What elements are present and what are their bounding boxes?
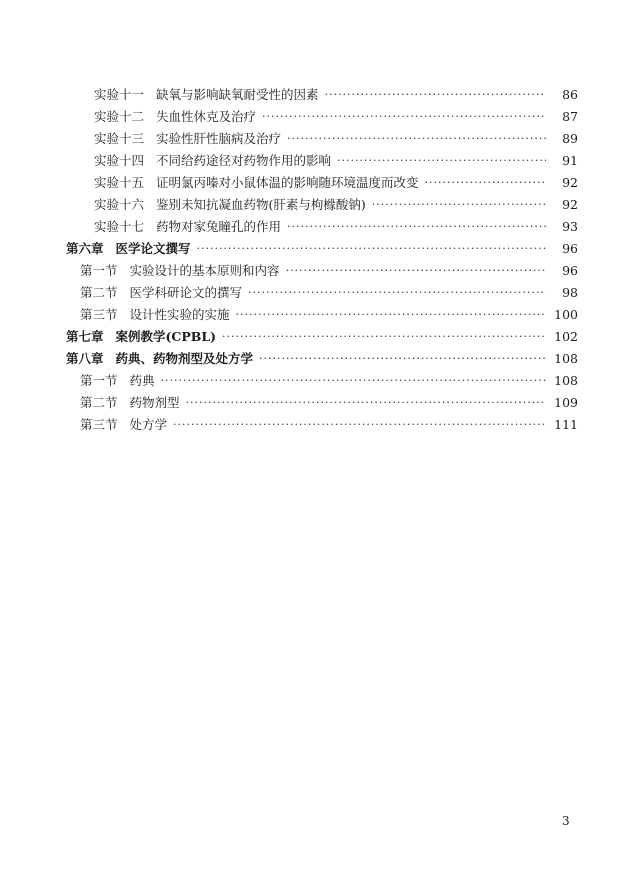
toc-entry[interactable] xyxy=(0,392,578,414)
toc-entry-label: 第一节 xyxy=(80,373,118,388)
toc-leader-dots xyxy=(325,84,546,106)
toc-entry-label: 第七章 xyxy=(66,329,104,344)
toc-entry-page: 96 xyxy=(562,241,578,256)
toc-entry[interactable] xyxy=(0,150,578,172)
toc-entry-label: 第八章 xyxy=(66,351,104,366)
toc-entry-heading xyxy=(94,150,331,172)
toc-entry[interactable] xyxy=(0,282,578,304)
toc-entry-title: 鉴别未知抗凝血药物(肝素与枸橼酸钠) xyxy=(156,197,366,212)
toc-entry[interactable] xyxy=(0,172,578,194)
toc-entry-title: 证明氯丙嗪对小鼠体温的影响随环境温度而改变 xyxy=(156,175,419,190)
toc-entry-page: 96 xyxy=(562,263,578,278)
toc-entry-title: 案例教学(CPBL) xyxy=(115,329,217,344)
toc-entry-label: 第二节 xyxy=(80,395,118,410)
toc-entry-label: 实验十一 xyxy=(94,87,145,102)
toc-leader-dots xyxy=(173,414,546,436)
toc-entry-heading xyxy=(80,392,180,414)
toc-entry-heading xyxy=(80,304,230,326)
toc-entry-label: 实验十六 xyxy=(94,197,145,212)
toc-leader-dots xyxy=(287,216,546,238)
toc-entry-page: 109 xyxy=(554,395,578,410)
toc-entry-page: 87 xyxy=(562,109,578,124)
toc-entry-page: 100 xyxy=(554,307,578,322)
toc-entry-title: 设计性实验的实施 xyxy=(129,307,230,322)
toc-entry-heading xyxy=(94,84,319,106)
toc-leader-dots xyxy=(186,392,546,414)
toc-entry[interactable] xyxy=(0,194,578,216)
toc-entry-label: 第三节 xyxy=(80,417,118,432)
toc-entry-title: 医学科研论文的撰写 xyxy=(129,285,243,300)
toc-entry[interactable] xyxy=(0,216,578,238)
toc-leader-dots xyxy=(262,106,546,128)
toc-entry-label: 第二节 xyxy=(80,285,118,300)
page-number: 3 xyxy=(562,814,570,828)
toc-entry-label: 实验十五 xyxy=(94,175,145,190)
toc-entry-heading xyxy=(94,128,281,150)
toc-leader-dots xyxy=(287,128,546,150)
toc-entry-label: 第六章 xyxy=(66,241,104,256)
toc-entry-title: 失血性休克及治疗 xyxy=(156,109,257,124)
toc-entry-title: 药典、药物剂型及处方学 xyxy=(115,351,254,366)
toc-entry[interactable] xyxy=(0,260,578,282)
toc-entry[interactable] xyxy=(0,326,578,348)
toc-leader-dots xyxy=(197,238,546,260)
toc-entry-heading xyxy=(80,260,280,282)
toc-leader-dots xyxy=(222,326,546,348)
toc-leader-dots xyxy=(248,282,546,304)
toc-leader-dots xyxy=(236,304,546,326)
toc-entry-label: 实验十三 xyxy=(94,131,145,146)
toc-entry-heading xyxy=(94,172,419,194)
toc-entry-heading xyxy=(94,216,281,238)
toc-entry-heading xyxy=(66,238,191,260)
toc-entry-heading xyxy=(66,326,216,348)
toc-entry-page: 108 xyxy=(554,351,578,366)
toc-entry-title: 药典 xyxy=(129,373,155,388)
toc-entry-page: 108 xyxy=(554,373,578,388)
toc-entry-title: 实验性肝性脑病及治疗 xyxy=(156,131,282,146)
toc-entry-label: 实验十四 xyxy=(94,153,145,168)
toc-leader-dots xyxy=(425,172,546,194)
toc-entry[interactable] xyxy=(0,414,578,436)
toc-leader-dots xyxy=(286,260,546,282)
toc-entry-page: 93 xyxy=(562,219,578,234)
toc-entry[interactable] xyxy=(0,238,578,260)
toc-entry-page: 91 xyxy=(562,153,578,168)
toc-entry-page: 98 xyxy=(562,285,578,300)
toc-entry[interactable] xyxy=(0,304,578,326)
toc-entry-heading xyxy=(80,282,242,304)
toc-entry[interactable] xyxy=(0,106,578,128)
toc-entry-page: 102 xyxy=(554,329,578,344)
toc-entry-heading xyxy=(80,370,155,392)
toc-entry-page: 89 xyxy=(562,131,578,146)
toc-leader-dots xyxy=(372,194,546,216)
toc-entry-title: 医学论文撰写 xyxy=(115,241,191,256)
toc-entry-title: 不同给药途径对药物作用的影响 xyxy=(156,153,332,168)
toc-entry[interactable] xyxy=(0,348,578,370)
toc-entry[interactable] xyxy=(0,128,578,150)
toc-leader-dots xyxy=(161,370,546,392)
toc-leader-dots xyxy=(259,348,546,370)
toc-entry-title: 实验设计的基本原则和内容 xyxy=(129,263,280,278)
toc-entry-heading xyxy=(94,106,256,128)
toc-entry-title: 缺氧与影响缺氧耐受性的因素 xyxy=(156,87,319,102)
toc-entry-label: 第一节 xyxy=(80,263,118,278)
toc-leader-dots xyxy=(337,150,546,172)
toc-entry-page: 111 xyxy=(554,417,578,432)
toc-entry-heading xyxy=(66,348,253,370)
toc-entry-label: 实验十二 xyxy=(94,109,145,124)
toc-entry-title: 药物剂型 xyxy=(129,395,180,410)
toc-entry-title: 处方学 xyxy=(129,417,168,432)
toc-entry[interactable] xyxy=(0,84,578,106)
toc-entry-label: 实验十七 xyxy=(94,219,145,234)
toc-entry-heading xyxy=(80,414,167,436)
toc-entry-page: 92 xyxy=(562,175,578,190)
toc-entry-title: 药物对家兔瞳孔的作用 xyxy=(156,219,282,234)
toc-entry-heading xyxy=(94,194,366,216)
toc-entry-page: 92 xyxy=(562,197,578,212)
toc-entry-page: 86 xyxy=(562,87,578,102)
toc-entry[interactable] xyxy=(0,370,578,392)
toc-entry-label: 第三节 xyxy=(80,307,118,322)
